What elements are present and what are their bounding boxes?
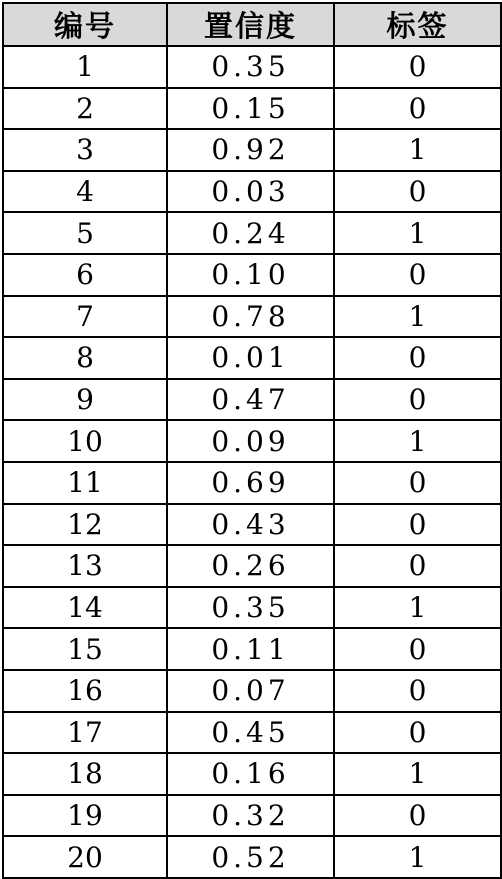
cell-id: 12 [3, 504, 167, 546]
cell-confidence: 0.69 [167, 462, 334, 504]
cell-id: 18 [3, 753, 167, 795]
table-row [3, 379, 501, 421]
table-row [3, 420, 501, 462]
table-row [3, 587, 501, 629]
cell-confidence: 0.47 [167, 379, 334, 421]
table-row [3, 836, 501, 878]
table-row [3, 296, 501, 338]
cell-confidence: 0.35 [167, 587, 334, 629]
header-id: 编号 [3, 3, 167, 46]
cell-id: 20 [3, 836, 167, 878]
cell-id: 13 [3, 545, 167, 587]
cell-id: 6 [3, 254, 167, 296]
cell-confidence: 0.78 [167, 296, 334, 338]
cell-confidence: 0.32 [167, 795, 334, 837]
cell-confidence: 0.24 [167, 212, 334, 254]
table-row [3, 171, 501, 213]
cell-id: 4 [3, 171, 167, 213]
cell-confidence: 0.52 [167, 836, 334, 878]
table-row [3, 88, 501, 130]
table-row [3, 254, 501, 296]
cell-label: 0 [334, 670, 501, 712]
cell-id: 2 [3, 88, 167, 130]
cell-id: 10 [3, 420, 167, 462]
cell-label: 0 [334, 46, 501, 88]
cell-confidence: 0.92 [167, 129, 334, 171]
cell-id: 5 [3, 212, 167, 254]
cell-label: 1 [334, 753, 501, 795]
table-row [3, 670, 501, 712]
cell-id: 9 [3, 379, 167, 421]
cell-label: 1 [334, 129, 501, 171]
table-row [3, 462, 501, 504]
table-row [3, 337, 501, 379]
table-row [3, 46, 501, 88]
cell-confidence: 0.01 [167, 337, 334, 379]
cell-confidence: 0.16 [167, 753, 334, 795]
cell-label: 0 [334, 504, 501, 546]
table-row [3, 628, 501, 670]
table-row [3, 795, 501, 837]
cell-label: 0 [334, 171, 501, 213]
cell-confidence: 0.15 [167, 88, 334, 130]
table-row [3, 504, 501, 546]
data-table [2, 2, 502, 879]
cell-id: 8 [3, 337, 167, 379]
cell-label: 0 [334, 88, 501, 130]
cell-confidence: 0.09 [167, 420, 334, 462]
cell-label: 1 [334, 296, 501, 338]
cell-id: 17 [3, 712, 167, 754]
cell-label: 1 [334, 587, 501, 629]
cell-label: 0 [334, 337, 501, 379]
table-row [3, 712, 501, 754]
header-row [3, 3, 501, 46]
cell-id: 19 [3, 795, 167, 837]
table-header [3, 3, 501, 46]
cell-id: 3 [3, 129, 167, 171]
table-row [3, 129, 501, 171]
table-row [3, 212, 501, 254]
cell-confidence: 0.07 [167, 670, 334, 712]
cell-label: 0 [334, 254, 501, 296]
cell-id: 1 [3, 46, 167, 88]
header-confidence: 置信度 [167, 3, 334, 46]
cell-id: 11 [3, 462, 167, 504]
cell-confidence: 0.03 [167, 171, 334, 213]
cell-id: 16 [3, 670, 167, 712]
table-body [3, 46, 501, 878]
cell-confidence: 0.10 [167, 254, 334, 296]
cell-label: 0 [334, 795, 501, 837]
cell-label: 0 [334, 712, 501, 754]
cell-id: 14 [3, 587, 167, 629]
table-row [3, 545, 501, 587]
header-label: 标签 [334, 3, 501, 46]
cell-confidence: 0.45 [167, 712, 334, 754]
cell-label: 0 [334, 379, 501, 421]
cell-confidence: 0.43 [167, 504, 334, 546]
cell-label: 0 [334, 462, 501, 504]
cell-confidence: 0.11 [167, 628, 334, 670]
cell-label: 1 [334, 212, 501, 254]
cell-label: 1 [334, 420, 501, 462]
cell-label: 0 [334, 628, 501, 670]
cell-confidence: 0.26 [167, 545, 334, 587]
cell-label: 1 [334, 836, 501, 878]
cell-confidence: 0.35 [167, 46, 334, 88]
cell-label: 0 [334, 545, 501, 587]
table-row [3, 753, 501, 795]
cell-id: 15 [3, 628, 167, 670]
cell-id: 7 [3, 296, 167, 338]
